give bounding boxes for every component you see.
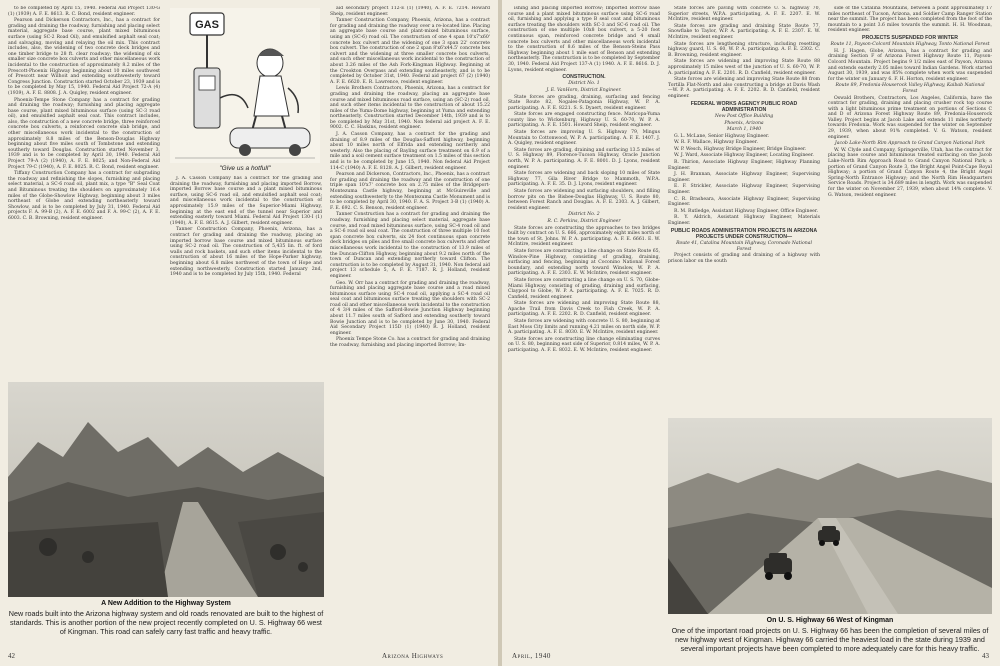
pra-heading: PUBLIC ROADS ADMINISTRATION PROJECTS IN ARIZONA PROJECTS UNDER CONSTRUCTION— (670, 227, 818, 240)
cartoon-illustration (170, 8, 320, 163)
right-page (502, 0, 1000, 666)
desert-road-photo (8, 382, 324, 597)
paragraph: Phoenix-Tempe Stone Company has a contract for grading and draining the roadway; furnishing and placing aggregate base course, plant mixed bituminous surface (using SC-3 road oil), and emulsified asphalt seal coat. This contract includes, also, the construction of a new concrete bridge, three reinforced concrete box culverts, a reinforced concrete slab bridge, and other miscellaneous work incidental to the construction of approximately 8.8 miles of the Benson-Douglas Highway beginning about five miles south of Tombstone and extending southerly toward Douglas. Construction started November 3, 1939 and is to be completed by April 30, 1940. Federal Aid Project 79-A (2) (1940), A. F. E. 8025; and Non-Federal Aid Project 79-C (1940), A. F. E. 8025. R. C. Bond, resident engineer. (8, 97, 160, 170)
fwa-address-line: March 1, 1940 (726, 127, 762, 133)
district-2-label: District No. 2 (568, 212, 600, 218)
paragraph: State forces are constructing the approaches to two bridges built by contract on U. S. 666, approximately eight miles north of the town of St. Johns. W. P. A. participating. A. F. E. 6661. E. W. McIntire, resident engineer. (508, 225, 660, 248)
paragraph: State forces are grading and draining State Route 77, Snowflake to Taylor, W.P. A. participating. A. F. E. 2307. E. W. McIntire, resident engineer. (668, 23, 820, 40)
district-2-engineer: R. C. Perkins, District Engineer (547, 218, 621, 224)
paragraph: ishing and placing imported Borrow; Imported Borrow base course and a plant mixed bituminous surface using SC-6 road oil, furnishing and applying a type B seal coat and bituminous surface treating the shoulders with SC-3 and SC-6 road oil. The construction of one multiple 10x8 box culvert, a 5-20 foot continuous span, reinforced concrete bridge and 4 small concrete box culverts and other miscellaneous work incidental to the construction of 8.6 miles of the Benson-Steins Pass Highway beginning about 1 mile east of Benson and extending northeasterly. The construction is to be completed by September 30, 1940. Federal Aid Project 137-A (1) 1940. A. F. E. 8616. D. J. Lyons, resident engineer. (508, 6, 660, 73)
paragraph: Phoenix Tempe Stone Co. has a contract for grading and draining the roadway, furnishing and placing imported Borrow; Im- (330, 337, 490, 349)
pra-paragraph: Project consists of grading and draining of a highway with prison labor on the south (668, 253, 820, 264)
cartoon-drawing (170, 8, 320, 163)
suspended-route: Jacob Lake-North Rim Approach to Grand Canyon National Park (834, 141, 986, 147)
paragraph: State forces are improving U. S. Highway 79, Mingus Mountain to Cottonwood, W. P. A. participating. A. F. E. 1407. J. A. Quigley, resident engineer. (508, 130, 660, 147)
construction-heading: CONSTRUCTION. (562, 74, 606, 81)
suspended-paragraph: W. W. Clyde and Company, Springerville, Utah, has the contract for placing base course and bituminous treated surfacing on the Jacob Lake-North Rim Approach Road to Grand Canyon National Park; a portion of Grand Canyon Route 3, the Bright Angel Point-Cape Royal Highway; a portion of Grand Canyon Route 4, the Bright Angel Spring-North Entrance Highway; and the North Rim Headquarters Service Roads. Project is 34.689 miles in length. Work was suspended for the winter on November 27, 1939, when about 14% complete. V. G. Watson, resident engineer. (828, 147, 992, 198)
left-running-footer: Arizona Highways (382, 652, 444, 660)
paragraph: State forces are constructing a line change on U. S. 70, Globe-Miami Highway, consisting of grading, draining and surfacing, Claypool to Globe, W. P. A. participating. A. F. E. 7025. R. D. Canfield, resident engineer. (508, 277, 660, 300)
paragraph: State forces are constructing a line change on State Route 65, Winslow-Pine Highway, consisting of grading, draining, surfacing and fencing, beginning at Coconino National Forest boundary, and extending north toward Winslow, W. P. A. participating. A. F. E. 2303. E. W. McIntire, resident engineer. (508, 248, 660, 277)
fwa-staff-entry: J. H. Brannan, Associate Highway Engineer, Supervising Engineer. (668, 172, 820, 183)
paragraph: side of the Catalina Mountains, between a point approximately 17 miles northeast of Tucson, Arizona, and Soldier Camp Ranger Station near the summit. The project has been completed from the foot of the mountain to a point 3.6 miles towards the summit. H. H. Woodman, resident engineer. (828, 6, 992, 34)
fwa-staff-entry: W. P. Wesch, Highway Bridge Engineer, Bridge Engineer. (674, 146, 807, 152)
gas-sign-text: GAS (195, 19, 219, 31)
fwa-staff-entry: C. R. Brasheara, Associate Highway Engineer, Supervising Engineer. (668, 196, 820, 208)
paragraph: State forces are widening and improving State Route 88 approximately 15 miles west of the junction of U. S. 60-70, W. P. A. participating A. F. E. 2201. R. D. Canfield, resident engineer. (668, 59, 820, 76)
paragraph: State forces are lengthening structure, including resetting highway guard, U. S. 60, W. P. A. participating. A. F. E. 2302. C. B. Browning, resident engineer. (668, 41, 820, 58)
paragraph: Geo. W. Orr has a contract for grading and draining the roadway, furnishing and placing aggregate base course and a road mixed bituminous surface using SC-4 road oil, applying a SC-4 road oil seal coat and bituminous surface treating the shoulders with SC-2 road oil and other miscellaneous work incidental to the construction of 4 3/4 miles of the Safford-Bowie Junction Highway beginning about 11.7 miles south of Safford and extending southerly toward Bowie Junction and is to be completed by June 30, 1940. Federal Aid Secondary Project 115D (1) (1940) R. J. Holland, resident engineer. (330, 280, 490, 336)
paragraph: State forces are widening and surfacing shoulders, and filling borrow pits on the Bisbee-Douglas Highway, U. S. Route 80, between Forest Ranch and Douglas. A. F. E. 2303. A. J. Gilbert, resident engineer. (508, 189, 660, 211)
right-page-number: 43 (982, 652, 989, 660)
paragraph: J. A. Casson Company has a contract for the grading and draining the roadway, furnishing and placing imported Borrow, imported Borrow base course and a plant mixed bituminous surface, using SC-6 road oil, and emulsified asphalt seal coat; and miscellaneous work incidental to the construction of approximately 15.9 miles of the Superior-Miami Highway, beginning at the east end of the tunnel near Superior and extending easterly toward Miami. Federal Aid Project 130-I (1) (1940), A. F. E. 8615. A. J. Gilbert, resident engineer. (170, 176, 322, 226)
paragraph: Tanner Construction has a contract for grading and draining the roadway, furnishing and placing select material, aggregate base course, and road mixed bituminous surface, using SC-4 road oil and a SC-6 road oil seal coat. The construction of three multiple 10 foot span concrete box culverts, six 24 foot continuous span concrete deck bridges on piles and five small concrete box culverts and other miscellaneous work incidental to the construction of 13.9 miles of the Duncan-Clifton Highway, beginning about 9.2 miles north of the town of Duncan and extending northerly toward Clifton. The construction is to be completed by August 31, 1940. Non federal aid project 13 schedule 5, A. F. E. 7187. R. J. Holland, resident engineer. (330, 212, 490, 279)
pra-route: Route 41, Catalina Mountain Highway, Coronado National Forest (676, 241, 812, 252)
suspended-heading: PROJECTS SUSPENDED FOR WINTER (862, 34, 958, 41)
paragraph: Tanner Construction Company, Phoenix, Arizona, has a contract for grading and draining the roadway, placing an imported borrow base course and mixed bituminous surface using SC-2 road oil. The construction of 5,435 lin. ft. of ford walls and rock baskets, and such other items incidental to the construction of about 16 miles of the Hope-Parker highway, beginning about 6.8 miles northwest of the town of Hope and extending northwesterly. Construction started January 2nd, 1940 and is to be completed by July 15th, 1940. Federal (170, 227, 322, 278)
paragraph: Lewis Brothers Contractors, Phoenix, Arizona, has a contract for grading and draining the roadway, placing an aggregate base course and mixed bituminous road surface, using an (SC-2) road oil, and such other items incidental to the construction of about 15.22 miles of the Yuma-Dome highway, beginning at Yuma and extending northeasterly. Construction started December 14th, 1939 and is to be completed by May 31st, 1940. Non federal aid project A. F. E. 9002. C. C. Haskins, resident engineer. (330, 86, 490, 131)
right-column-2 (668, 6, 820, 412)
fwa-staff-entry: R. M. Rutledge, Assistant Highway Engineer, Office Engineer. (674, 208, 819, 214)
suspended-paragraph: Oswald Brothers, Contractors, Los Angeles, California, have the contract for grading, draining and placing crusher rock top course with a light bituminous prime treatment on portions of Sections C and D of Arizona Forest Highway Route 89, Fredonia-Houserock Valley. Project begins at Jacob Lake and extends 11 miles northerly towards Fredonia. Work was suspended for the winter on September 29, 1939, when about 91% completed. V. G. Watson, resident engineer. (828, 95, 992, 140)
highway-66-photo (668, 418, 992, 614)
paragraph: Pearson and Dickerson, Contractors, Inc., Phoenix, has a contract for grading and draining the roadway and the construction of one triple span 10'x7' concrete box on 2.75 miles of the Bridgeport-Montezuma Castle highway, beginning at McGuireville and extending southwesterly to the Montezuma Castle Monument and is to be completed by April 30, 1940. F. A. S. Project 3-B (1) (1940) A. F. E. 692. C. S. Benson, resident engineer. (330, 172, 490, 211)
right-photo-title: On U. S. Highway 66 West of Kingman (766, 617, 894, 624)
right-column-1 (508, 6, 660, 644)
desert-road-image (8, 382, 324, 597)
paragraph: J. A. Casson Company, has a contract for the grading and draining of 8.9 miles of the Douglas-Safford highway, beginning about 10 miles north of Elfrida and extending northerly and westerly. Also the placing of Bayling surface treatment on 6.9 of a mile and a soil cement surface treatment on 1.5 miles of this section and is to be completed by June 15, 1940. Non federal Aid Project 114-C (1940) A. F. E. 8128. A. J. Gilbert, resident engineer. (330, 132, 490, 171)
district-1-label: District No. 1 (568, 81, 600, 87)
right-photo-caption: One of the important road projects on U. S. Highway 66 has been the completion of several miles of new highway west of Kingman. Highway 66 carried the heaviest load in the state during 1939 and several important projects have been completed to more adequately care for this heavy traffic. (671, 626, 989, 653)
paragraph: State forces are widening with concrete U. S. 80, beginning at East Moss City limits and running 4.21 miles on north side, W. P. A. participating. A. F. E. 8030. E. W. McIntire, resident engineer. (508, 319, 660, 336)
fwa-staff-entry: G. L. McLane, Senior Highway Engineer. (674, 133, 770, 139)
paragraph: State forces are widening and improving State Route 88, Apache Trail from Davis Creek to Fish Creek, W. P. A. participating. A. F. E. 2202. R. D. Canfield, resident engineer. (508, 301, 660, 318)
suspended-route: Route 89, Fredonia-Houserock Valley Highway, Kaibab National Forest (835, 83, 985, 94)
district-1-engineer: J. E. VanHorn, District Engineer. (546, 87, 622, 93)
right-running-footer: April, 1940 (512, 652, 551, 660)
highway-66-image (668, 418, 992, 614)
fwa-staff-entry: E. F. Strickler, Associate Highway Engineer, Supervising Engineer. (668, 184, 820, 196)
fwa-address-line: Phoenix, Arizona (724, 120, 764, 126)
paragraph: State forces are grading, draining and surfacing 13.5 miles of U. S. Highway 89, Florence-Tucson Highway, Oracle Junction north, W. P. A. participating. A. F. E. 8001. D. J. Lyons, resident engineer. (508, 147, 660, 170)
paragraph: State forces are widening and improving State Route 88 from Tortilla Flat-North and also constructing a bridge at Davis Wash—W. P. A. participating. A. F. E. 2202. R. D. Canfield, resident engineer. (668, 77, 820, 99)
left-page-number: 42 (8, 652, 15, 660)
paragraph: State forces are widening and back sloping 10 miles of State Highway 77, Gila River Bridge to Mammoth, W.P.A. participating. A. F. E. 35. D. J. Lyons, resident engineer. (508, 171, 660, 188)
fwa-address-line: New Post Office Building (714, 113, 774, 119)
paragraph: State forces are engaged constructing fence. Maricopa-Yuma county line to Wickenburg, Highway U. S. 60-70, W. P. A. participating. A. F. E. 1501. Howard Sheip, resident engineer. (508, 112, 660, 129)
paragraph: aid secondary project 112-E (1) (1940), A. F. E. 7214. Howard Sheip, resident engineer. (330, 6, 490, 17)
left-column-3 (330, 6, 490, 644)
paragraph: Tiffany Construction Company has a contract for subgrading the roadway and refinishing the slopes, furnishing and placing select material, a SC-6 road oil, plant mix, a type "B" Seal Coat and Bituminous treating the shoulders on approximately 16.4 miles of the Globe-Showlow Highway, beginning about 3 miles northeast of Globe and extending northeasterly toward Showlow, and is to be completed by July 31, 1940. Federal Aid projects F. A. 99-B (2), A. F. E. 6002 and F. A. 99-C (2), A. F. E. 6003. C. B. Browning, resident engineer. (8, 171, 160, 221)
paragraph: to be completed by April 15, 1940. Federal Aid Project 130-G (1) (1939) A. F. E. 8613. R. C. Bond, resident engineer. (8, 6, 160, 17)
cartoon-caption: "Give us a hotfull" (219, 165, 271, 172)
fwa-staff-entry: W. J. Ward, Associate Highway Engineer, Locating Engineer. (674, 153, 814, 159)
right-column-3 (828, 6, 992, 412)
fwa-staff-entry: R. Thirion, Associate Highway Engineer, Highway Planning Engineer. (668, 160, 820, 171)
paragraph: State forces are grading, draining, surfacing and fencing State Route 82, Nogales-Patagonia Highway, W. P. A. participating. A. F. E. 8221. S. S. Dyaert, resident engineer. (508, 94, 660, 111)
paragraph: State forces are paving with concrete U. S. highway 70, Superior streets, W.P.A. participating, A. F. E. 2207. E. W. McIntire, resident engineer. (668, 6, 820, 23)
left-page (0, 0, 498, 666)
left-column-1 (8, 6, 160, 374)
left-photo-title: A New Addition to the Highway System (101, 600, 231, 607)
paragraph: Pearson and Dickerson Contractors, Inc., has a contract for grading and draining the roadway, furnishing and placing select material, aggregate base course, plant mixed bituminous surface (using SC-2 Road Oil), and emulsified asphalt seal coat; and salvaging, moving and relaying the oil mix. This contract includes, also, the widening of two concrete deck bridges and one timber bridge to 28 ft. clear roadway; the widening of six smaller size concrete box culverts and other miscellaneous work incidental to the construction of approximately 8.2 miles of the Prescott-Phoenix Highway beginning about 10 miles southwest of Prescott near Wilhoit and extending southwesterly toward Congress Junction. Construction started October 23, 1939 and is to be completed by May 15, 1940. Federal Aid Project 72-A (4) (1939), A. F. E. 8808. J. A. Quigley, resident engineer. (8, 18, 160, 96)
suspended-route: Route 11, Payson-Colcord Mountain Highway, Tonto National Forest (830, 42, 990, 48)
left-column-2 (170, 176, 322, 376)
paragraph: Tanner Construction Company, Phoenix, Arizona, has a contract for grading and draining the roadway over a re-located line. Placing an aggregate base course and plant-mixed bituminous surface, using an (SC-6) road oil. The construction of one 4 span 10'x7'x60' concrete box culvert and the widening of one 3 span 22' concrete box culvert. The construction of one 2 span 8'x6'x44.5' concrete box culvert and the widening at three smaller concrete box culverts, and such other miscellaneous work incidental to the construction of about 3.26 miles of the Ash Fork-Kingman Highway. Beginning at the Crookton Overpass and extending southeasterly, and is to be completed by October 31st, 1940. Federal aid project 67 (2) (1940) A. F. E. 6620. E. R. Lawrence, resident engineer. (330, 18, 490, 85)
suspended-paragraph: H. J. Hagen, Globe, Arizona, has a contract for grading and draining Section F of Arizona Forest Highway Route 11, Payson-Colcord Mountain. Project begins 9 1/2 miles east of Payson, Arizona and extends easterly 2.05 miles toward Indian Gardens. Work started August 30, 1939, and was 85% complete when work was suspended for the winter on January 6. F. H. Horton, resident engineer. (828, 48, 992, 82)
fwa-heading: FEDERAL WORKS AGENCY PUBLIC ROAD ADMINISTRATION (690, 100, 798, 113)
left-photo-caption: New roads built into the Arizona highway system and old roads renovated are built to the highest of standards. This is another portion of the new project recently completed on U. S. Highway 66 west of Kingman. This road can safely carry fast traffic and heavy traffic. (8, 609, 324, 636)
fwa-staff-entry: W. R. F. Wallace, Highway Engineer. (674, 140, 758, 146)
paragraph: State forces are constructing line change eliminating curves on U. S. 80, beginning east side of Superior, 0.814 miles, W. P. A. participating. A. F. E. 8032. E. W. McIntire, resident engineer. (508, 336, 660, 354)
fwa-staff-entry: R. Y. Aldrich, Assistant Highway Engineer, Materials Engineer. (668, 215, 820, 226)
